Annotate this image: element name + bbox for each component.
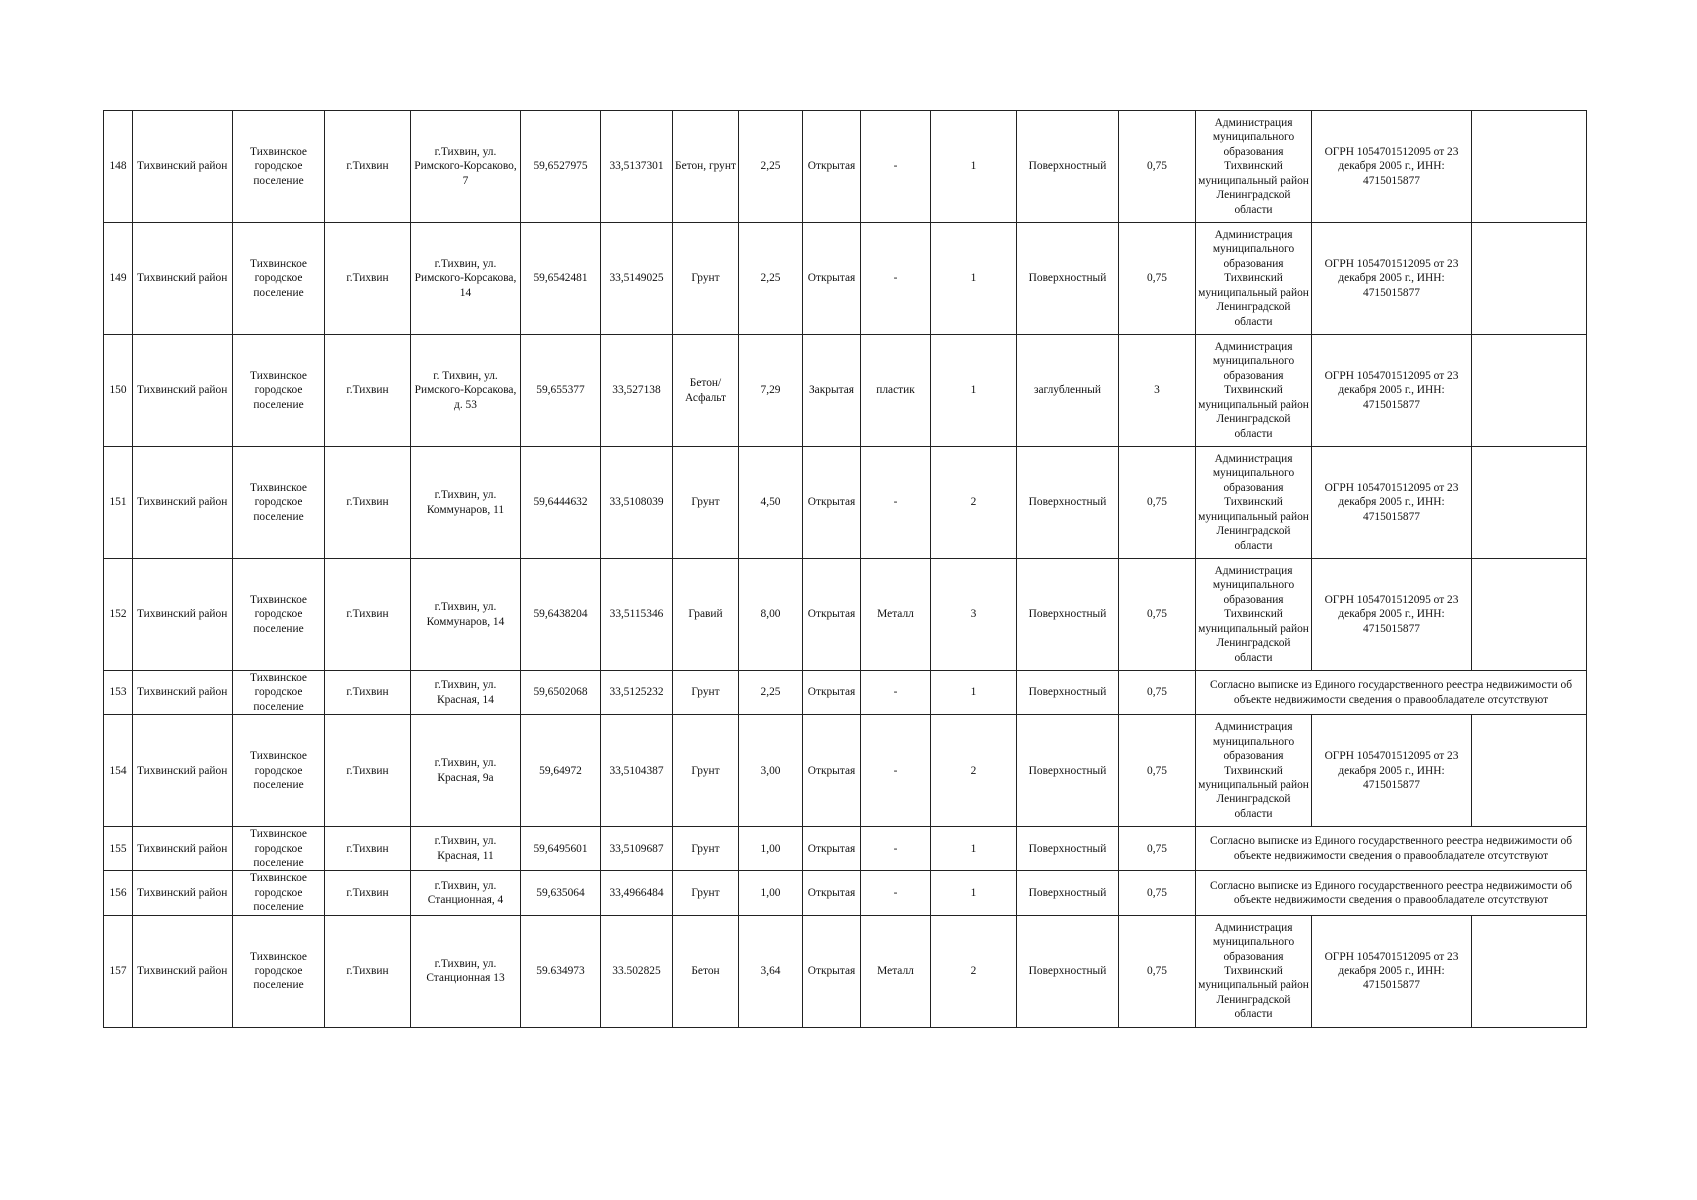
cell-address: г.Тихвин, ул. Коммунаров, 14 [411, 559, 521, 671]
cell-district: Тихвинский район [133, 915, 233, 1027]
cell-fence: пластик [861, 335, 931, 447]
cell-fence: - [861, 871, 931, 915]
cell-surface: Бетон, грунт [673, 111, 739, 223]
cell-district: Тихвинский район [133, 559, 233, 671]
cell-no: 151 [104, 447, 133, 559]
cell-owner: Администрация муниципального образования Тихвинский муниципальный район Ленинградской области [1196, 559, 1312, 671]
cell-surface: Грунт [673, 871, 739, 915]
cell-lon: 33,5104387 [601, 715, 673, 827]
cell-requisites: ОГРН 1054701512095 от 23 декабря 2005 г., ИНН: 4715015877 [1312, 335, 1472, 447]
cell-volume: 0,75 [1119, 223, 1196, 335]
cell-owner: Администрация муниципального образования Тихвинский муниципальный район Ленинградской области [1196, 447, 1312, 559]
cell-containers: 1 [931, 335, 1017, 447]
cell-lon: 33,4966484 [601, 871, 673, 915]
cell-no: 150 [104, 335, 133, 447]
cell-type: Закрытая [803, 335, 861, 447]
table-row [104, 223, 1587, 335]
cell-lon: 33,527138 [601, 335, 673, 447]
table-row [104, 715, 1587, 827]
cell-volume: 0,75 [1119, 671, 1196, 715]
cell-surface: Бетон/Асфальт [673, 335, 739, 447]
cell-lon: 33.502825 [601, 915, 673, 1027]
cell-address: г.Тихвин, ул. Красная, 9а [411, 715, 521, 827]
cell-district: Тихвинский район [133, 671, 233, 715]
table-row [104, 871, 1587, 915]
cell-requisites: ОГРН 1054701512095 от 23 декабря 2005 г., ИНН: 4715015877 [1312, 559, 1472, 671]
cell-fence: - [861, 447, 931, 559]
cell-type: Открытая [803, 671, 861, 715]
cell-placement: Поверхностный [1017, 827, 1119, 871]
cell-address: г.Тихвин, ул. Красная, 11 [411, 827, 521, 871]
cell-surface: Грунт [673, 447, 739, 559]
cell-city: г.Тихвин [325, 223, 411, 335]
cell-address: г.Тихвин, ул. Римского-Корсакова, 14 [411, 223, 521, 335]
cell-placement: Поверхностный [1017, 671, 1119, 715]
cell-lat: 59,655377 [521, 335, 601, 447]
cell-type: Открытая [803, 827, 861, 871]
cell-lat: 59,635064 [521, 871, 601, 915]
cell-city: г.Тихвин [325, 559, 411, 671]
cell-owner: Администрация муниципального образования Тихвинский муниципальный район Ленинградской области [1196, 223, 1312, 335]
cell-lon: 33,5137301 [601, 111, 673, 223]
cell-city: г.Тихвин [325, 827, 411, 871]
cell-district: Тихвинский район [133, 223, 233, 335]
cell-owner-note: Согласно выписке из Единого государственного реестра недвижимости об объекте недвижимости сведения о правообладателе отсутствуют [1196, 871, 1587, 915]
cell-lon: 33,5125232 [601, 671, 673, 715]
cell-extra [1472, 915, 1587, 1027]
cell-lon: 33,5108039 [601, 447, 673, 559]
cell-area: 3,64 [739, 915, 803, 1027]
cell-no: 148 [104, 111, 133, 223]
cell-city: г.Тихвин [325, 447, 411, 559]
cell-district: Тихвинский район [133, 715, 233, 827]
cell-area: 1,00 [739, 871, 803, 915]
cell-surface: Бетон [673, 915, 739, 1027]
cell-extra [1472, 559, 1587, 671]
cell-settlement: Тихвинское городское поселение [233, 559, 325, 671]
cell-address: г.Тихвин, ул. Станционная 13 [411, 915, 521, 1027]
cell-district: Тихвинский район [133, 111, 233, 223]
cell-containers: 3 [931, 559, 1017, 671]
cell-volume: 0,75 [1119, 447, 1196, 559]
registry-table [103, 110, 1587, 1028]
cell-extra [1472, 223, 1587, 335]
cell-lon: 33,5115346 [601, 559, 673, 671]
cell-lon: 33,5109687 [601, 827, 673, 871]
cell-containers: 2 [931, 715, 1017, 827]
cell-fence: Металл [861, 915, 931, 1027]
cell-area: 2,25 [739, 671, 803, 715]
cell-settlement: Тихвинское городское поселение [233, 335, 325, 447]
cell-containers: 1 [931, 827, 1017, 871]
cell-placement: Поверхностный [1017, 559, 1119, 671]
cell-extra [1472, 715, 1587, 827]
cell-settlement: Тихвинское городское поселение [233, 447, 325, 559]
cell-placement: Поверхностный [1017, 715, 1119, 827]
cell-extra [1472, 111, 1587, 223]
cell-type: Открытая [803, 559, 861, 671]
cell-lat: 59,64972 [521, 715, 601, 827]
table-row [104, 447, 1587, 559]
cell-fence: Металл [861, 559, 931, 671]
cell-type: Открытая [803, 447, 861, 559]
cell-fence: - [861, 715, 931, 827]
cell-fence: - [861, 223, 931, 335]
cell-surface: Гравий [673, 559, 739, 671]
cell-city: г.Тихвин [325, 111, 411, 223]
cell-address: г.Тихвин, ул. Красная, 14 [411, 671, 521, 715]
cell-requisites: ОГРН 1054701512095 от 23 декабря 2005 г., ИНН: 4715015877 [1312, 915, 1472, 1027]
cell-containers: 1 [931, 871, 1017, 915]
cell-type: Открытая [803, 223, 861, 335]
cell-lat: 59,6495601 [521, 827, 601, 871]
cell-city: г.Тихвин [325, 671, 411, 715]
cell-owner-note: Согласно выписке из Единого государственного реестра недвижимости об объекте недвижимости сведения о правообладателе отсутствуют [1196, 827, 1587, 871]
cell-placement: Поверхностный [1017, 871, 1119, 915]
cell-placement: Поверхностный [1017, 223, 1119, 335]
cell-type: Открытая [803, 915, 861, 1027]
table-row [104, 559, 1587, 671]
cell-extra [1472, 335, 1587, 447]
cell-city: г.Тихвин [325, 335, 411, 447]
cell-containers: 1 [931, 671, 1017, 715]
cell-volume: 0,75 [1119, 871, 1196, 915]
cell-settlement: Тихвинское городское поселение [233, 111, 325, 223]
cell-lat: 59,6527975 [521, 111, 601, 223]
cell-containers: 1 [931, 111, 1017, 223]
cell-no: 152 [104, 559, 133, 671]
table-row [104, 915, 1587, 1027]
cell-settlement: Тихвинское городское поселение [233, 871, 325, 915]
cell-no: 156 [104, 871, 133, 915]
cell-area: 4,50 [739, 447, 803, 559]
cell-type: Открытая [803, 871, 861, 915]
cell-address: г. Тихвин, ул. Римского-Корсакова, д. 53 [411, 335, 521, 447]
cell-settlement: Тихвинское городское поселение [233, 715, 325, 827]
cell-placement: Поверхностный [1017, 915, 1119, 1027]
cell-city: г.Тихвин [325, 915, 411, 1027]
cell-district: Тихвинский район [133, 827, 233, 871]
cell-settlement: Тихвинское городское поселение [233, 223, 325, 335]
table-row [104, 671, 1587, 715]
cell-settlement: Тихвинское городское поселение [233, 915, 325, 1027]
cell-area: 1,00 [739, 827, 803, 871]
cell-area: 8,00 [739, 559, 803, 671]
cell-settlement: Тихвинское городское поселение [233, 827, 325, 871]
cell-containers: 1 [931, 223, 1017, 335]
cell-owner: Администрация муниципального образования Тихвинский муниципальный район Ленинградской области [1196, 335, 1312, 447]
cell-owner: Администрация муниципального образования Тихвинский муниципальный район Ленинградской области [1196, 111, 1312, 223]
cell-surface: Грунт [673, 223, 739, 335]
cell-no: 157 [104, 915, 133, 1027]
cell-city: г.Тихвин [325, 871, 411, 915]
cell-placement: Поверхностный [1017, 447, 1119, 559]
cell-fence: - [861, 671, 931, 715]
cell-district: Тихвинский район [133, 335, 233, 447]
table-row [104, 827, 1587, 871]
cell-type: Открытая [803, 715, 861, 827]
cell-no: 149 [104, 223, 133, 335]
cell-volume: 3 [1119, 335, 1196, 447]
cell-requisites: ОГРН 1054701512095 от 23 декабря 2005 г., ИНН: 4715015877 [1312, 715, 1472, 827]
cell-lat: 59,6438204 [521, 559, 601, 671]
cell-owner-note: Согласно выписке из Единого государственного реестра недвижимости об объекте недвижимости сведения о правообладателе отсутствуют [1196, 671, 1587, 715]
cell-owner: Администрация муниципального образования Тихвинский муниципальный район Ленинградской области [1196, 715, 1312, 827]
cell-volume: 0,75 [1119, 915, 1196, 1027]
cell-extra [1472, 447, 1587, 559]
cell-fence: - [861, 111, 931, 223]
cell-fence: - [861, 827, 931, 871]
cell-containers: 2 [931, 447, 1017, 559]
cell-lat: 59.634973 [521, 915, 601, 1027]
cell-settlement: Тихвинское городское поселение [233, 671, 325, 715]
cell-district: Тихвинский район [133, 447, 233, 559]
cell-area: 7,29 [739, 335, 803, 447]
cell-area: 2,25 [739, 111, 803, 223]
cell-volume: 0,75 [1119, 827, 1196, 871]
table-row [104, 335, 1587, 447]
cell-requisites: ОГРН 1054701512095 от 23 декабря 2005 г., ИНН: 4715015877 [1312, 447, 1472, 559]
cell-city: г.Тихвин [325, 715, 411, 827]
cell-area: 2,25 [739, 223, 803, 335]
cell-lat: 59,6444632 [521, 447, 601, 559]
cell-lon: 33,5149025 [601, 223, 673, 335]
cell-address: г.Тихвин, ул. Коммунаров, 11 [411, 447, 521, 559]
cell-volume: 0,75 [1119, 559, 1196, 671]
cell-requisites: ОГРН 1054701512095 от 23 декабря 2005 г., ИНН: 4715015877 [1312, 223, 1472, 335]
cell-district: Тихвинский район [133, 871, 233, 915]
cell-surface: Грунт [673, 827, 739, 871]
cell-placement: Поверхностный [1017, 111, 1119, 223]
cell-containers: 2 [931, 915, 1017, 1027]
cell-surface: Грунт [673, 671, 739, 715]
cell-owner: Администрация муниципального образования Тихвинский муниципальный район Ленинградской области [1196, 915, 1312, 1027]
cell-lat: 59,6542481 [521, 223, 601, 335]
cell-no: 153 [104, 671, 133, 715]
cell-area: 3,00 [739, 715, 803, 827]
cell-no: 155 [104, 827, 133, 871]
cell-volume: 0,75 [1119, 111, 1196, 223]
cell-requisites: ОГРН 1054701512095 от 23 декабря 2005 г., ИНН: 4715015877 [1312, 111, 1472, 223]
cell-surface: Грунт [673, 715, 739, 827]
cell-type: Открытая [803, 111, 861, 223]
cell-placement: заглубленный [1017, 335, 1119, 447]
cell-lat: 59,6502068 [521, 671, 601, 715]
table-row [104, 111, 1587, 223]
cell-address: г.Тихвин, ул. Станционная, 4 [411, 871, 521, 915]
cell-address: г.Тихвин, ул. Римского-Корсаково, 7 [411, 111, 521, 223]
cell-volume: 0,75 [1119, 715, 1196, 827]
cell-no: 154 [104, 715, 133, 827]
